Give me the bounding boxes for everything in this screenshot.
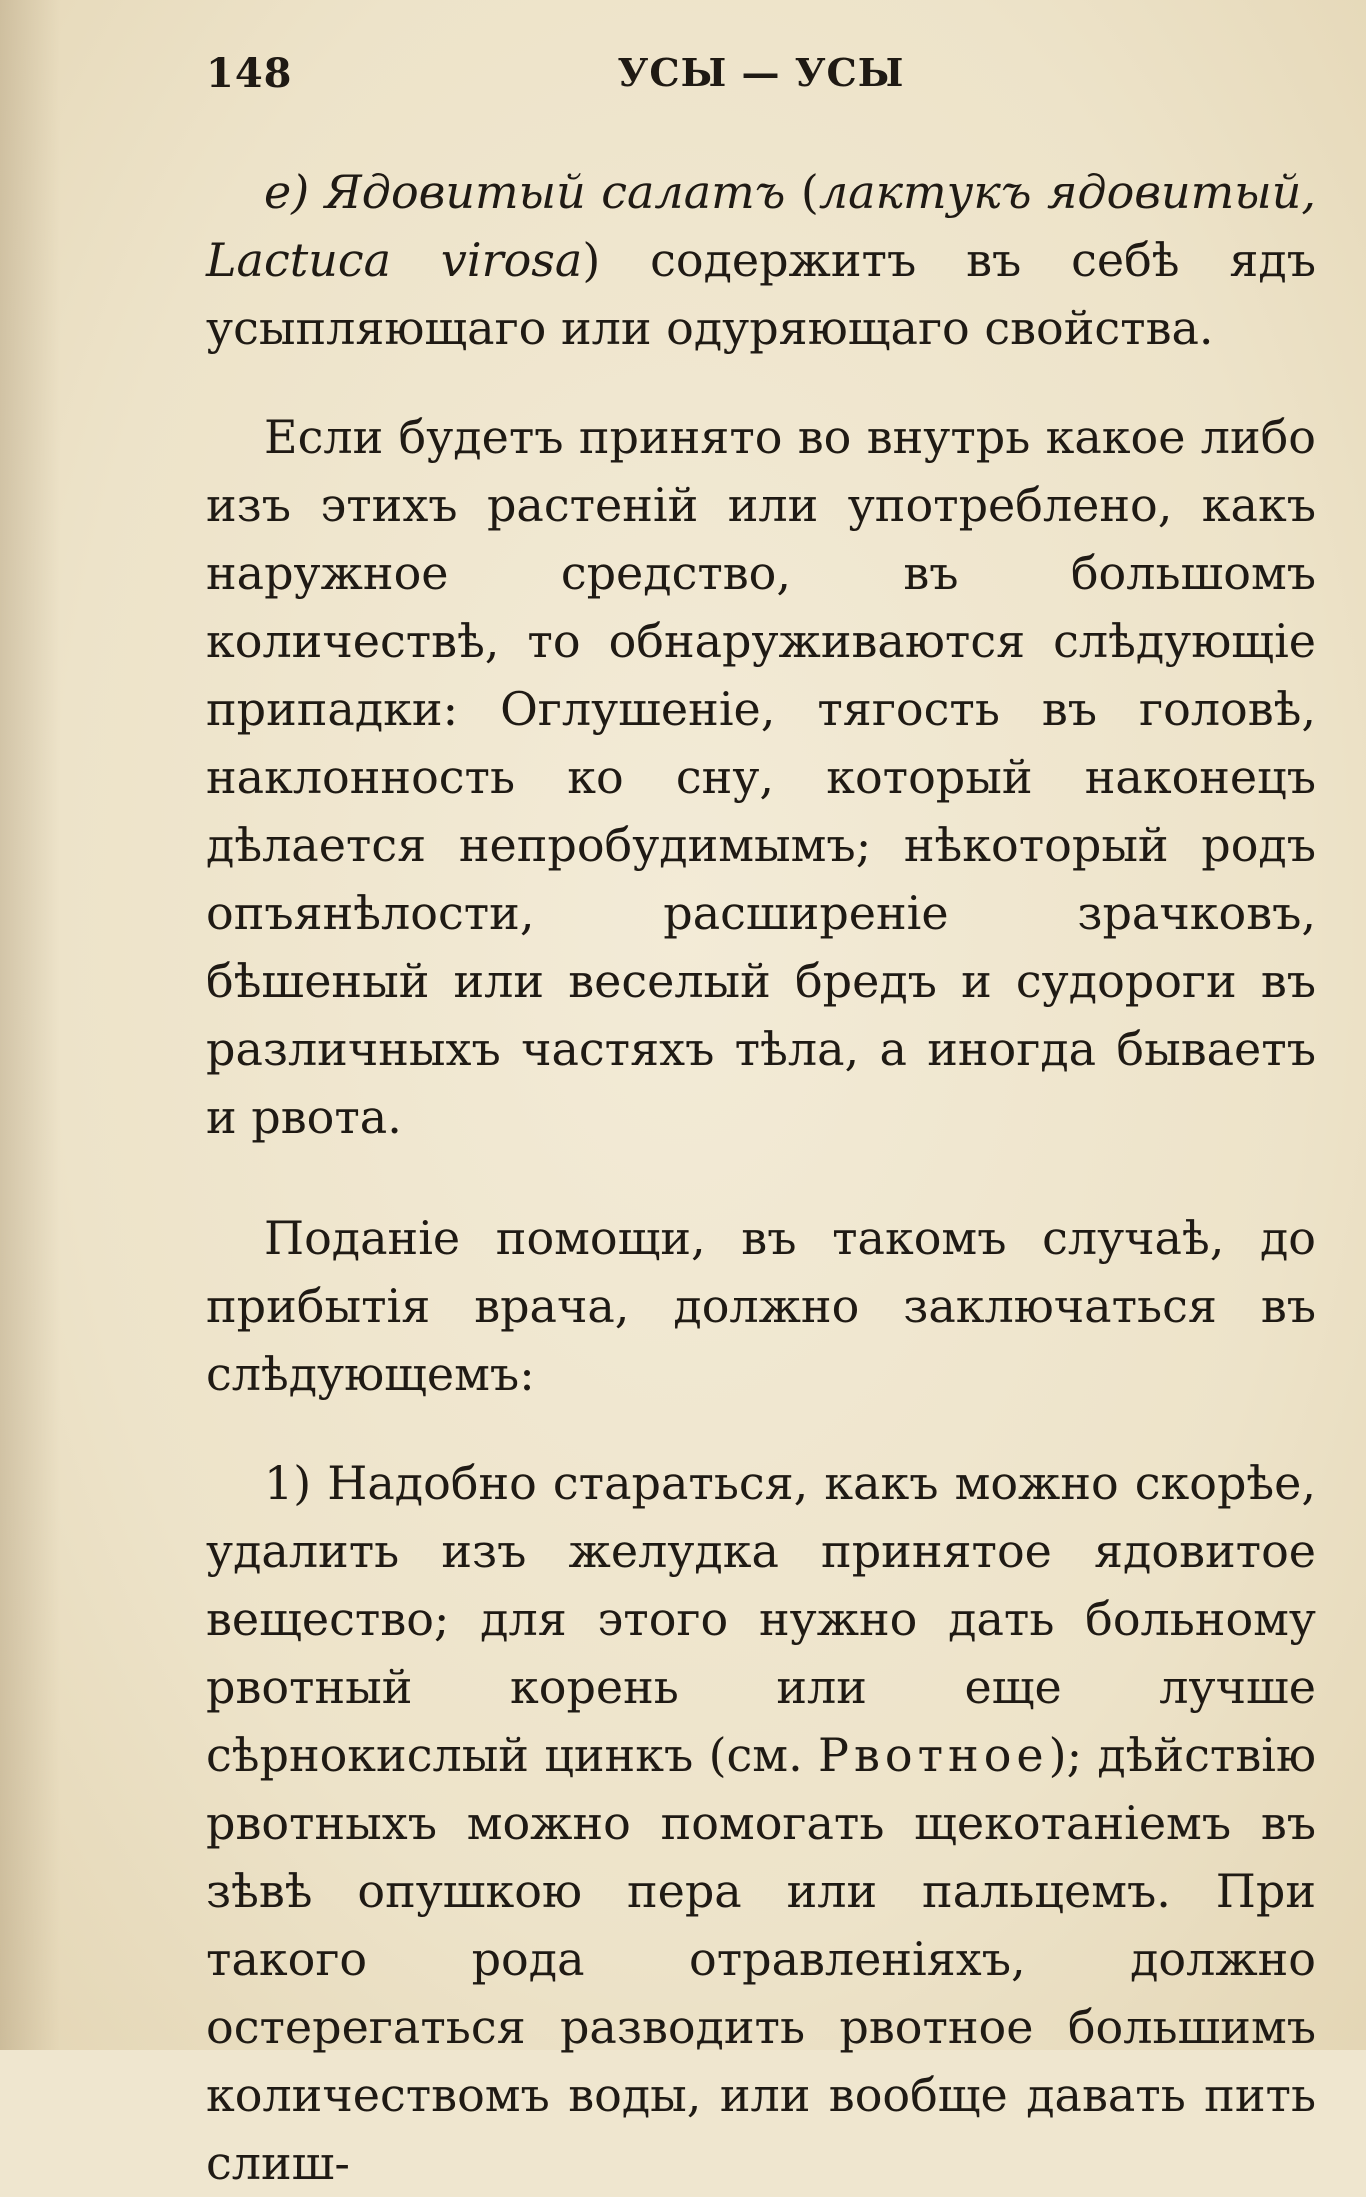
plant-description: ) содержитъ въ себѣ ядъ усыпляющаго или одуряющаго свойства. — [206, 233, 1316, 355]
paragraph-first-aid: Поданіе помощи, въ такомъ случаѣ, до прибытія врача, должно заключаться въ слѣдующемъ: — [206, 1211, 1316, 1401]
page-number: 148 — [206, 50, 293, 97]
paragraph-symptoms: Если будетъ принято во внутрь какое либо изъ этихъ растеній или употреблено, какъ наружное средство, въ большомъ количествѣ, то обнаруживаются слѣдующіе припадки: Оглушеніе, тягость въ головѣ, наклонность ко сну, который наконецъ дѣлается непробудимымъ; нѣкоторый родъ опъянѣлости, расширеніе зрачковъ, бѣшеный или веселый бредъ и судороги въ различныхъ частяхъ тѣла, а иногда бываетъ и рвота. — [206, 410, 1316, 1144]
plant-synonym: лактукъ ядовитый, — [818, 165, 1316, 219]
step-1-text: 1) Надобно стараться, какъ можно скорѣе, удалить изъ желудка принятое ядовитое вещество; для этого нужно дать больному рвотный корень или еще лучше сѣрнокислый цинкъ (см. — [206, 1456, 1316, 1782]
paragraph-lettuce — [206, 158, 1316, 362]
cross-reference: Рвотное — [818, 1728, 1049, 1782]
step-1-continuation: ); дѣйствію рвотныхъ можно помогать щекотаніемъ въ зѣвѣ опушкою пера или пальцемъ. При такого рода отравленіяхъ, должно остерегаться разводить рвотное большимъ количествомъ воды, или вообще давать пить слиш- — [206, 1728, 1317, 2190]
latin-name: Lactuca virosa — [206, 233, 583, 287]
running-head: УСЫ — УСЫ — [617, 50, 905, 95]
page-header — [206, 50, 1316, 110]
paren-open: ( — [785, 165, 819, 219]
plant-name: Ядовитый салатъ — [324, 165, 786, 219]
item-marker: e) — [264, 165, 310, 219]
body-text — [206, 158, 1316, 2197]
paragraph-step-1 — [206, 1449, 1316, 2197]
